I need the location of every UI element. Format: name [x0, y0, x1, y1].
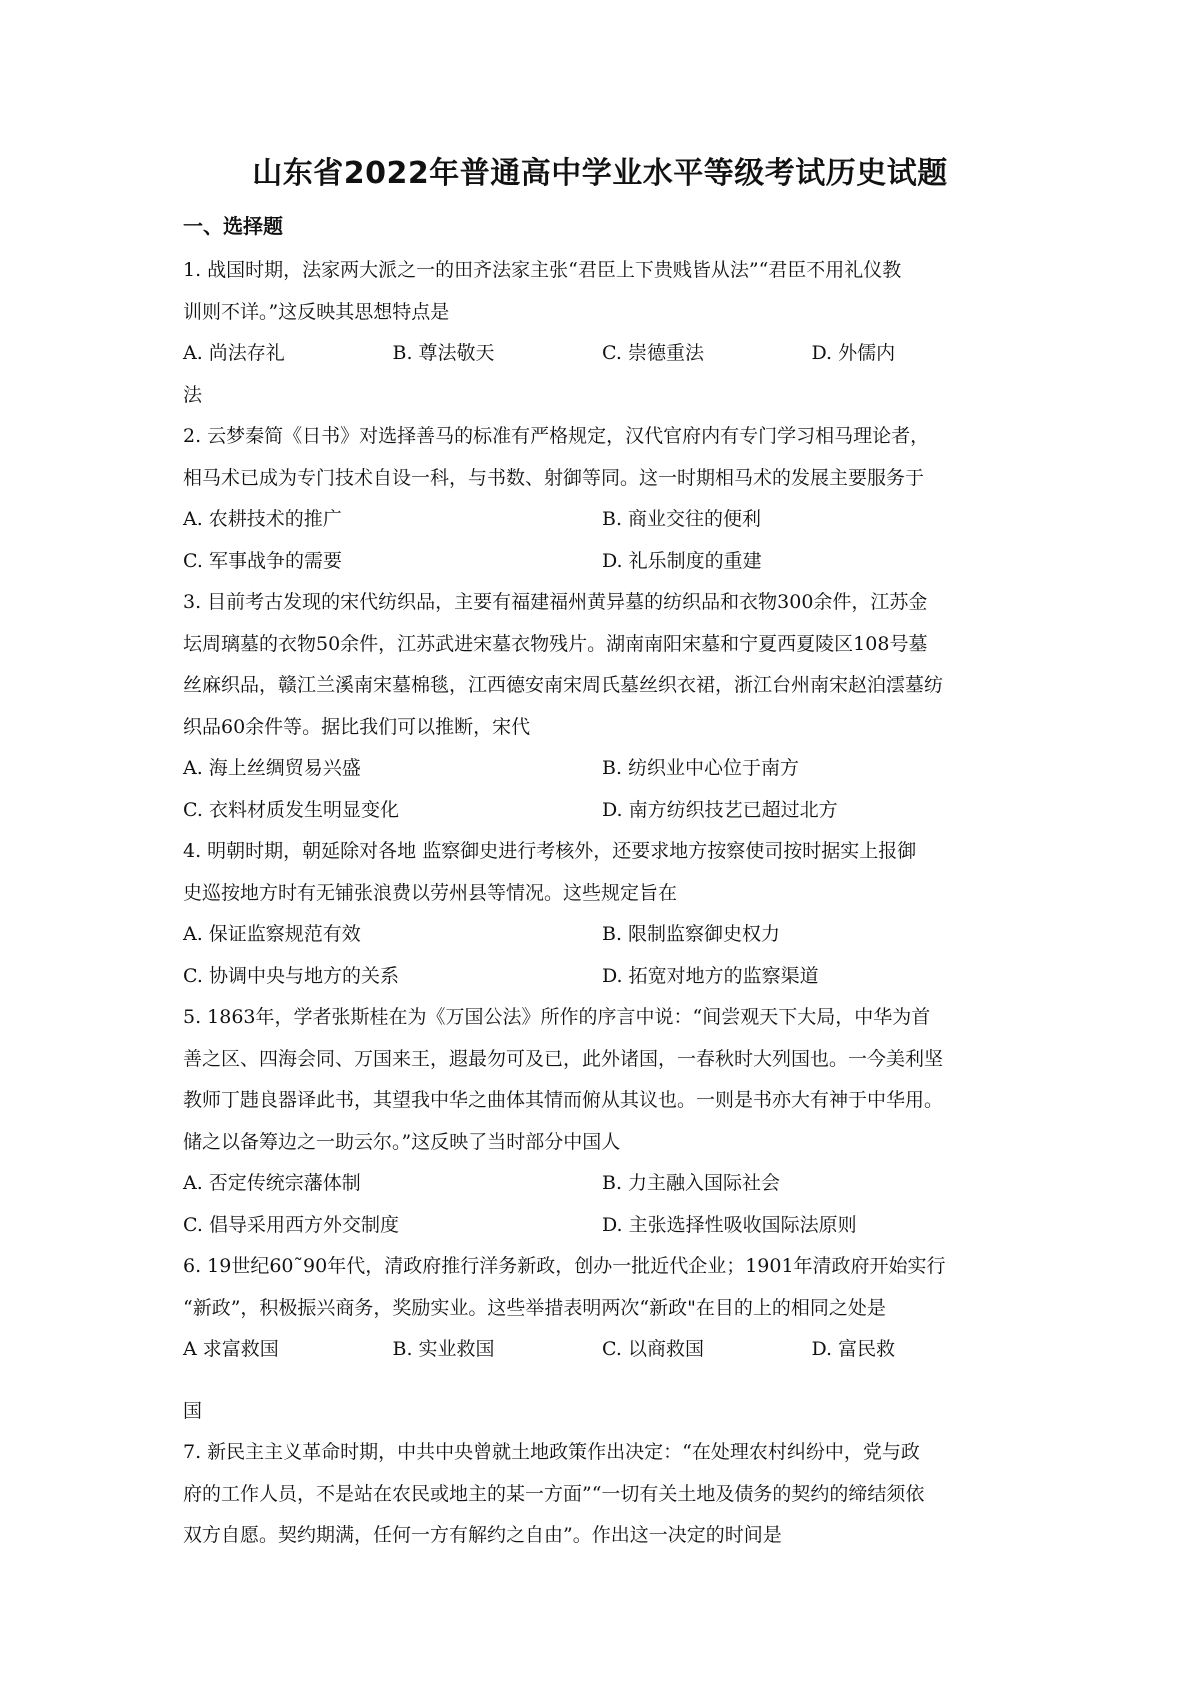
option-a: A. 尚法存礼	[183, 342, 285, 364]
option-b: B. 限制监察御史权力	[602, 923, 781, 945]
option-a: A 求富救国	[183, 1338, 279, 1360]
section-heading: 一、选择题	[183, 214, 283, 238]
question-4	[183, 831, 1021, 997]
options-row	[183, 541, 1021, 583]
question-stem-line: 坛周璃墓的衣物50余件，江苏武进宋墓衣物残片。湖南南阳宋墓和宁夏西夏陵区108号墓	[183, 632, 928, 655]
option-d: D. 礼乐制度的重建	[602, 549, 762, 572]
option-a: A. 否定传统宗藩体制	[183, 1172, 361, 1194]
option-d: D. 南方纺织技艺已超过北方	[602, 798, 838, 821]
options-row	[183, 1163, 1021, 1205]
question-stem-line: 教师丁韪良器译此书，其望我中华之曲体其情而俯从其议也。一则是书亦大有神于中华用。	[183, 1089, 944, 1111]
option-a: A. 保证监察规范有效	[183, 923, 361, 945]
option-c: C. 倡导采用西方外交制度	[183, 1213, 399, 1236]
question-stem-line: 丝麻织品，赣江兰溪南宋墓棉毯，江西德安南宋周氏墓丝织衣裙，浙江台州南宋赵泊澐墓纺	[183, 674, 944, 696]
question-stem-line: 善之区、四海会同、万国来王，遐最勿可及已，此外诸国，一春秋时大列国也。一今美利坚	[183, 1047, 944, 1070]
option-c: C. 衣料材质发生明显变化	[183, 798, 399, 821]
question-stem-line: 6. 19世纪60˜90年代，清政府推行洋务新政，创办一批近代企业；1901年清政府开始实行	[183, 1255, 946, 1277]
option-a: A. 农耕技术的推广	[183, 508, 342, 530]
option-a: A. 海上丝绸贸易兴盛	[183, 757, 361, 779]
option-wrap-text: 法	[183, 383, 203, 406]
question-stem-line: 储之以备筹边之一助云尔。”这反映了当时部分中国人	[183, 1130, 621, 1153]
question-stem-line: 府的工作人员，不是站在农民或地主的某一方面”“一切有关土地及债务的契约的缔结须依	[183, 1482, 925, 1505]
question-stem-line: 2. 云梦秦简《日书》对选择善马的标准有严格规定，汉代官府内有专门学习相马理论者，	[183, 425, 930, 447]
option-d: D. 富民救	[811, 1338, 896, 1360]
question-stem-line: 7. 新民主主义革命时期，中共中央曾就土地政策作出决定：“在处理农村纠纷中，党与政	[183, 1441, 920, 1463]
options-row	[183, 956, 1021, 998]
question-stem-line: 3. 目前考古发现的宋代纺织品，主要有福建福州黄异墓的纺织品和衣物300余件，江苏金	[183, 591, 928, 613]
option-c: C. 协调中央与地方的关系	[183, 964, 399, 987]
question-3	[183, 582, 1021, 831]
question-1	[183, 250, 1021, 416]
exam-title: 山东省2022年普通高中学业水平等级考试历史试题	[252, 156, 948, 191]
question-stem-line: 训则不详。”这反映其思想特点是	[183, 300, 450, 323]
option-wrap-text: 国	[183, 1399, 203, 1422]
options-row	[183, 1329, 1021, 1371]
option-d: D. 外儒内	[811, 342, 896, 364]
question-stem-line: “新政”，积极振兴商务，奖励实业。这些举措表明两次“新政"在目的上的相同之处是	[183, 1296, 886, 1319]
options-row	[183, 790, 1021, 832]
option-b: B. 实业救国	[392, 1338, 495, 1360]
option-d: D. 拓宽对地方的监察渠道	[602, 964, 819, 987]
question-stem-line: 织品60余件等。据比我们可以推断，宋代	[183, 715, 531, 738]
options-row	[183, 1205, 1021, 1247]
option-b: B. 纺织业中心位于南方	[602, 757, 800, 779]
option-b: B. 尊法敬天	[392, 342, 495, 364]
option-b: B. 商业交往的便利	[602, 508, 762, 530]
question-5	[183, 997, 1021, 1246]
question-6	[183, 1246, 1021, 1432]
question-stem-line: 双方自愿。契约期满，任何一方有解约之自由”。作出这一决定的时间是	[183, 1524, 782, 1546]
question-stem-line: 史巡按地方时有无铺张浪费以劳州县等情况。这些规定旨在	[183, 881, 678, 904]
options-row	[183, 499, 1021, 541]
question-stem-line: 1. 战国时期，法家两大派之一的田齐法家主张“君臣上下贵贱皆从法”“君臣不用礼仪教	[183, 259, 902, 281]
question-list	[183, 250, 1021, 1557]
question-7	[183, 1432, 1021, 1557]
option-b: B. 力主融入国际社会	[602, 1172, 781, 1194]
option-c: C. 崇德重法	[602, 342, 704, 364]
options-row	[183, 333, 1021, 375]
options-row	[183, 914, 1021, 956]
question-stem-line: 5. 1863年，学者张斯桂在为《万国公法》所作的序言中说：“间尝观天下大局，中华为首	[183, 1006, 931, 1028]
question-2	[183, 416, 1021, 582]
option-c: C. 军事战争的需要	[183, 549, 342, 572]
option-c: C. 以商救国	[602, 1338, 704, 1360]
option-d: D. 主张选择性吸收国际法原则	[602, 1213, 857, 1236]
question-stem-line: 相马术已成为专门技术自设一科，与书数、射御等同。这一时期相马术的发展主要服务于	[183, 466, 925, 489]
question-stem-line: 4. 明朝时期，朝延除对各地 监察御史进行考核外，还要求地方按察使司按时据实上报御	[183, 840, 917, 862]
options-row	[183, 748, 1021, 790]
